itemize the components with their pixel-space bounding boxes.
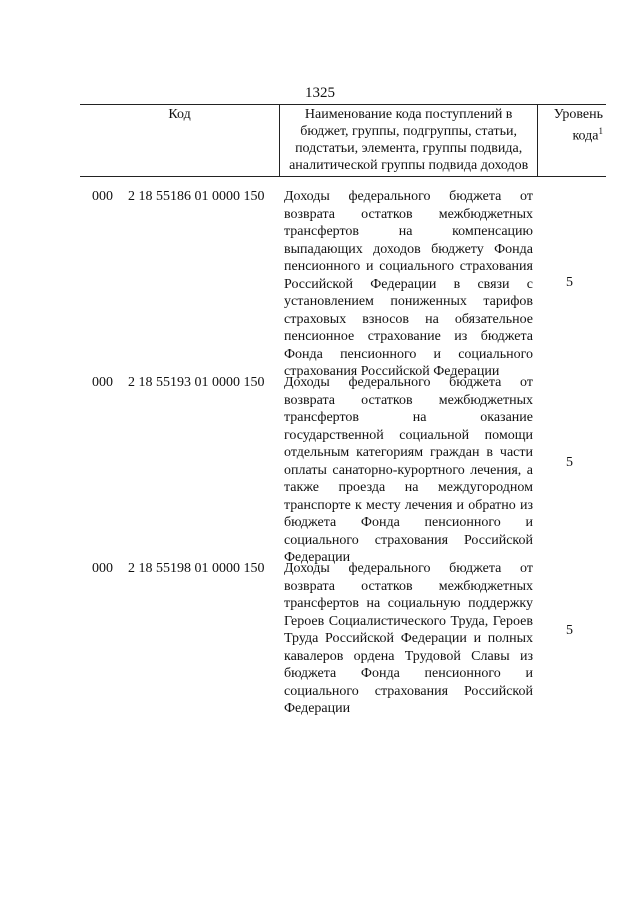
code-level: 5 <box>566 275 573 290</box>
table-row <box>0 374 640 565</box>
page-number: 1325 <box>305 85 335 101</box>
header-level: Уровень кода$^1$ <box>538 105 606 177</box>
code-description: Доходы федерального бюджета от возврата остатков межбюджетных трансфертов на социальную поддержку Героев Социалистического Труда, Героев Труда Российской Федерации и полных кавалеров ордена Трудовой Славы из бюджета Фонда пенсионного и социального страхования Российской Федерации <box>284 561 533 716</box>
code-description: Доходы федерального бюджета от возврата остатков межбюджетных трансфертов на оказание государственной социальной помощи отдельным категориям граждан в части оплаты санаторно-курортного лечения, а также проезда на междугородном транспорте к месту лечения и обратно из бюджета Фонда пенсионного и социального страхования Российской Федерации <box>284 375 533 565</box>
header-code: Код <box>80 105 280 177</box>
code-description: Доходы федерального бюджета от возврата остатков межбюджетных трансфертов на компенсацию выпадающих доходов бюджету Фонда пенсионного и социального страхования Российской Федерации в связи с установлением пониженных тарифов страховых взносов на обязательное пенсионное страхование из бюджета Фонда пенсионного и социального страхования Российской Федерации <box>284 189 533 379</box>
admin-code: 000 <box>92 189 113 204</box>
code-level: 5 <box>566 455 573 470</box>
kbk-code: 2 18 55198 01 0000 150 <box>128 561 265 576</box>
table-header <box>80 104 606 177</box>
code-level: 5 <box>566 623 573 638</box>
table-row <box>0 560 640 720</box>
kbk-code: 2 18 55186 01 0000 150 <box>128 189 265 204</box>
admin-code: 000 <box>92 375 113 390</box>
admin-code: 000 <box>92 561 113 576</box>
kbk-code: 2 18 55193 01 0000 150 <box>128 375 265 390</box>
footnote-marker: 1 <box>598 126 603 136</box>
table-row <box>0 188 640 379</box>
income-codes-list <box>0 188 640 720</box>
header-name: Наименование кода поступлений в бюджет, группы, подгруппы, статьи, подстатьи, элемента, группы подвида, аналитической группы подвида доходов <box>280 105 538 177</box>
